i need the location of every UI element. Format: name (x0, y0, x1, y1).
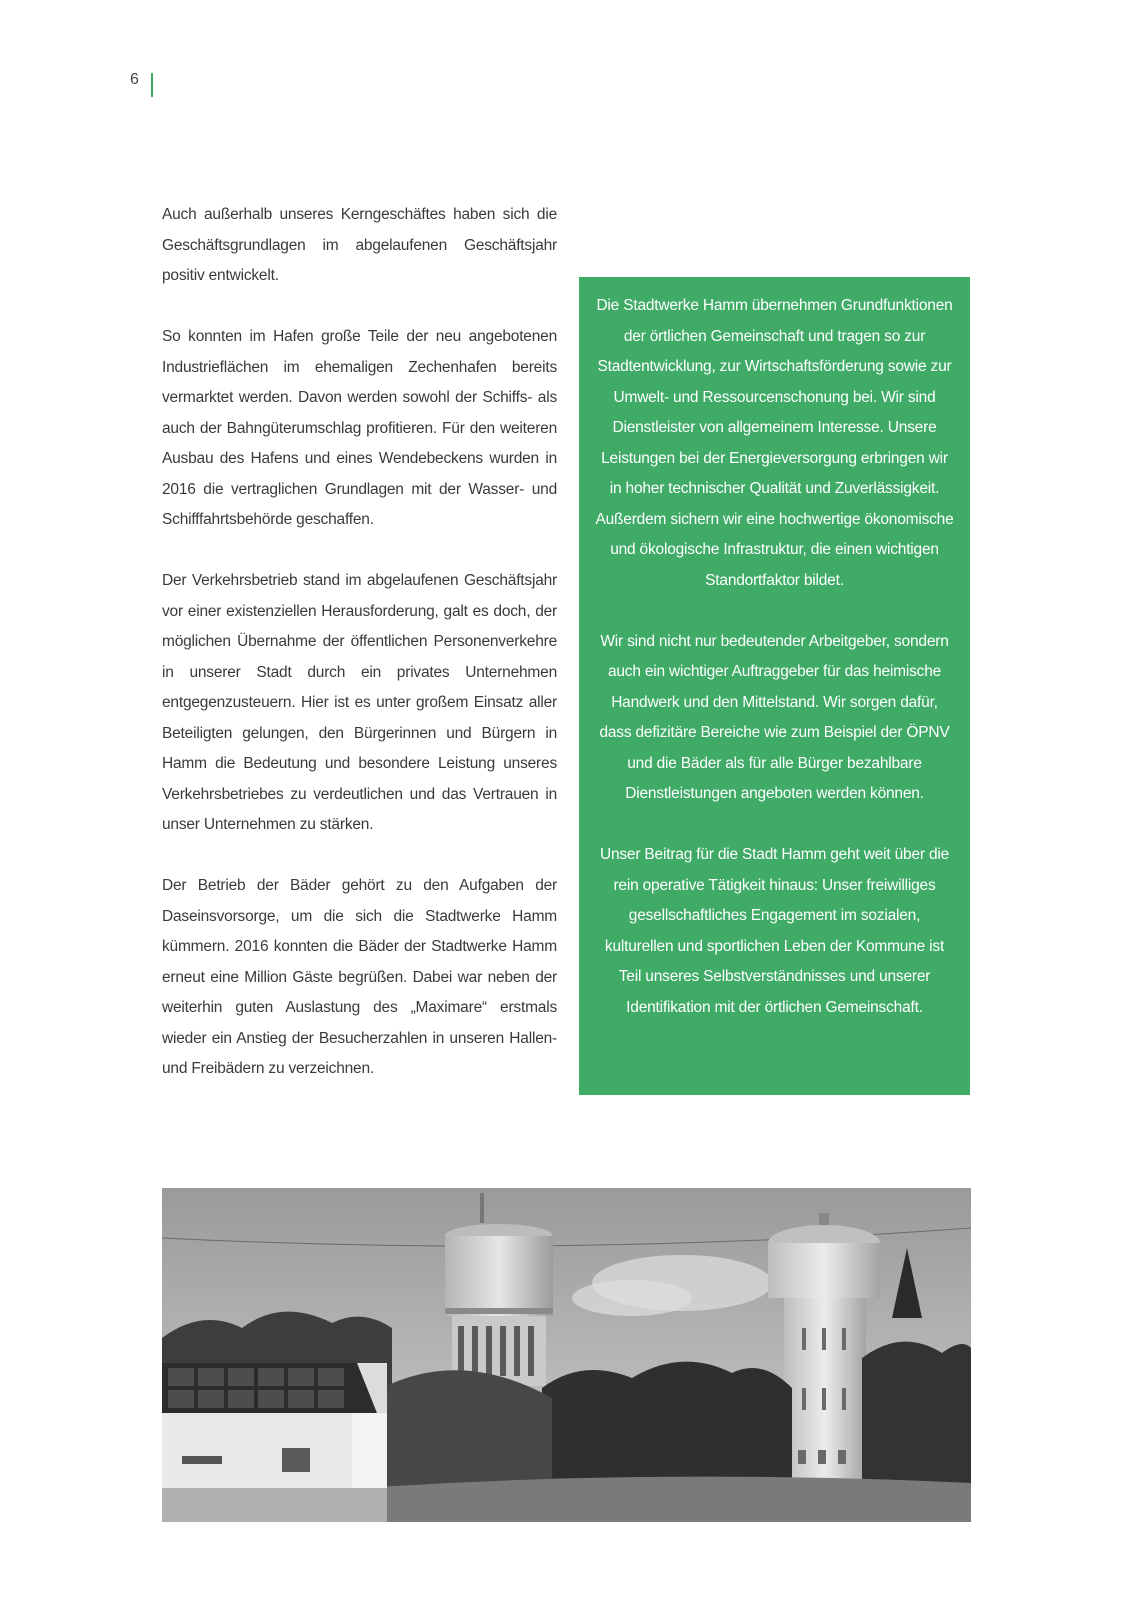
page-number-divider (151, 73, 153, 97)
highlight-paragraph-role: Die Stadtwerke Hamm übernehmen Grundfunktionen der örtlichen Gemeinschaft und tragen so zur Stadtentwicklung, zur Wirtschaftsförderung sowie zur Umwelt- und Ressourcenschonung bei. Wir sind Dienstleister von allgemeinem Interesse. Unsere Leistungen bei der Energieversorgung erbringen wir in hoher technischer Qualität und Zuverlässigkeit. Außerdem sichern wir eine hochwertige ökonomische und ökologische Infrastruktur, die einen wichtigen Standortfaktor bildet. (595, 297, 954, 589)
highlight-paragraph-employer: Wir sind nicht nur bedeutender Arbeitgeber, sondern auch ein wichtiger Auftraggeber für das heimische Handwerk und den Mittelstand. Wir sorgen dafür, dass defizitäre Bereiche wie zum Beispiel der ÖPNV und die Bäder als für alle Bürger bezahlbare Dienstleistungen angeboten werden können. (599, 632, 950, 802)
paragraph-pools: Der Betrieb der Bäder gehört zu den Aufgaben der Daseinsvorsorge, um die sich die Stadtwerke Hamm kümmern. 2016 konnten die Bäder der Stadtwerke Hamm erneut eine Million Gäste begrüßen. Dabei war neben der weiterhin guten Auslastung des „Maximare“ erstmals wieder ein Anstieg der Besucherzahlen in unseren Hallen- und Freibädern zu verzeichnen. (162, 877, 557, 1077)
page-number: 6 (130, 71, 139, 88)
paragraph-harbor: So konnten im Hafen große Teile der neu angebotenen Industrieflächen im ehemaligen Zechenhafen bereits vermarktet werden. Davon werden sowohl der Schiffs- als auch der Bahngüterumschlag profitieren. Für den weiteren Ausbau des Hafens und eines Wendebeckens wurden in 2016 die vertraglichen Grundlagen mit der Wasser- und Schifffahrtsbehörde geschaffen. (162, 328, 557, 528)
highlight-box (579, 277, 970, 1095)
water-towers-illustration (162, 1188, 971, 1522)
paragraph-core-business: Auch außerhalb unseres Kerngeschäftes haben sich die Geschäftsgrundlagen im abgelaufenen Geschäftsjahr positiv entwickelt. (162, 206, 557, 284)
main-text-column (162, 200, 557, 1115)
paragraph-transport: Der Verkehrsbetrieb stand im abgelaufenen Geschäftsjahr vor einer existenziellen Herausforderung, galt es doch, der möglichen Übernahme der öffentlichen Personenverkehre in unserer Stadt durch ein privates Unternehmen entgegenzusteuern. Hier ist es unter großem Einsatz aller Beteiligten gelungen, den Bürgerinnen und Bürgern in Hamm die Bedeutung und besondere Leistung unseres Verkehrsbetriebes zu verdeutlichen und das Vertrauen in unser Unternehmen zu stärken. (162, 572, 557, 833)
water-towers-photo (162, 1188, 971, 1522)
house-with-solar-panels (162, 1363, 387, 1522)
highlight-paragraph-engagement: Unser Beitrag für die Stadt Hamm geht weit über die rein operative Tätigkeit hinaus: Unser freiwilliges gesellschaftliches Engagement im sozialen, kulturellen und sportlichen Leben der Kommune ist Teil unseres Selbstverständnisses und unserer Identifikation mit der örtlichen Gemeinschaft. (599, 846, 950, 1016)
